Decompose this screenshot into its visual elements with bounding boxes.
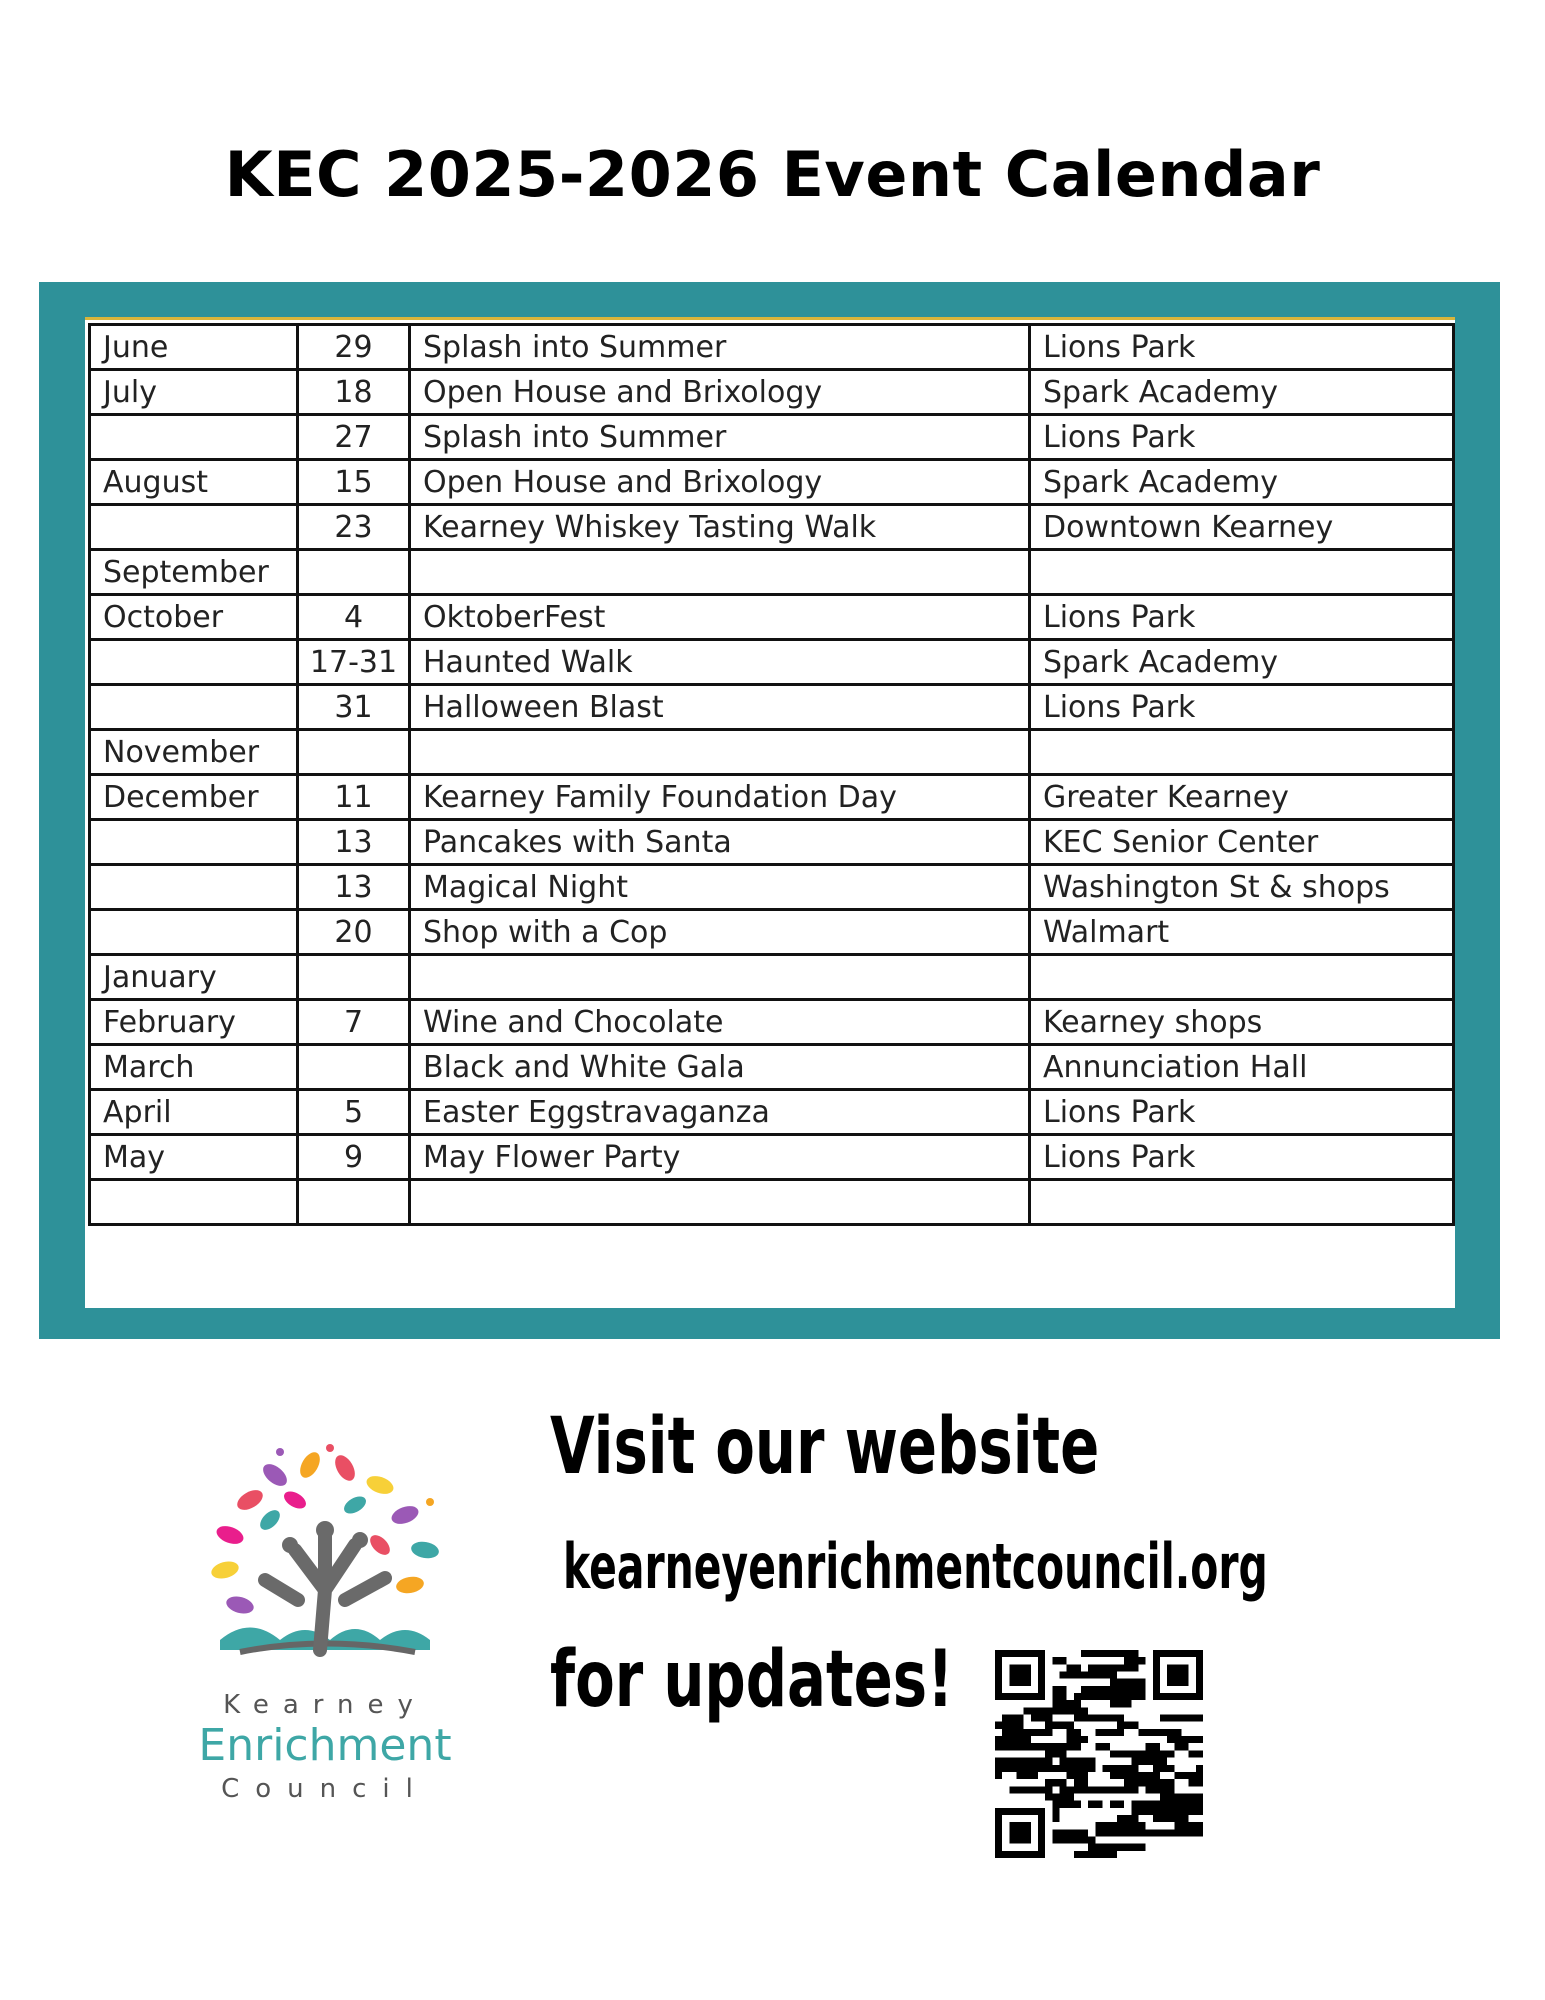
cell-day <box>298 730 410 775</box>
cell-day: 7 <box>298 1000 410 1045</box>
cell-event <box>410 730 1030 775</box>
cell-day: 13 <box>298 865 410 910</box>
cell-location: Lions Park <box>1030 1135 1454 1180</box>
cell-event: Shop with a Cop <box>410 910 1030 955</box>
cell-event <box>410 955 1030 1000</box>
cell-day: 23 <box>298 505 410 550</box>
cell-day: 13 <box>298 820 410 865</box>
cell-day: 17-31 <box>298 640 410 685</box>
kec-logo <box>160 1440 490 1804</box>
cell-day: 29 <box>298 325 410 370</box>
promo-visit-text: Visit our website <box>550 1402 1100 1492</box>
cell-month: July <box>90 370 298 415</box>
cell-event <box>410 550 1030 595</box>
cell-day: 4 <box>298 595 410 640</box>
cell-event: Halloween Blast <box>410 685 1030 730</box>
cell-event: Splash into Summer <box>410 325 1030 370</box>
cell-day: 5 <box>298 1090 410 1135</box>
calendar-row <box>90 415 1454 460</box>
cell-location: Lions Park <box>1030 595 1454 640</box>
cell-day <box>298 1180 410 1225</box>
event-calendar-table <box>88 323 1455 1226</box>
cell-location: Lions Park <box>1030 325 1454 370</box>
cell-event: Magical Night <box>410 865 1030 910</box>
calendar-row <box>90 775 1454 820</box>
cell-location: Spark Academy <box>1030 460 1454 505</box>
cell-month: August <box>90 460 298 505</box>
cell-month: February <box>90 1000 298 1045</box>
cell-event: Open House and Brixology <box>410 460 1030 505</box>
cell-location: Washington St & shops <box>1030 865 1454 910</box>
cell-location: Spark Academy <box>1030 640 1454 685</box>
cell-day: 20 <box>298 910 410 955</box>
cell-month: September <box>90 550 298 595</box>
cell-month: October <box>90 595 298 640</box>
cell-month <box>90 820 298 865</box>
cell-location: Lions Park <box>1030 415 1454 460</box>
cell-location: Annunciation Hall <box>1030 1045 1454 1090</box>
calendar-frame <box>39 282 1500 1339</box>
calendar-row <box>90 1180 1454 1225</box>
cell-event: May Flower Party <box>410 1135 1030 1180</box>
cell-location: Lions Park <box>1030 685 1454 730</box>
qr-code[interactable] <box>995 1650 1203 1858</box>
cell-day: 11 <box>298 775 410 820</box>
calendar-row <box>90 1000 1454 1045</box>
cell-location: Spark Academy <box>1030 370 1454 415</box>
calendar-row <box>90 685 1454 730</box>
cell-month: December <box>90 775 298 820</box>
cell-event: Kearney Whiskey Tasting Walk <box>410 505 1030 550</box>
calendar-row <box>90 460 1454 505</box>
calendar-row <box>90 325 1454 370</box>
cell-location: Walmart <box>1030 910 1454 955</box>
cell-event: OktoberFest <box>410 595 1030 640</box>
cell-day <box>298 550 410 595</box>
cell-month <box>90 910 298 955</box>
cell-month: November <box>90 730 298 775</box>
calendar-row <box>90 1045 1454 1090</box>
logo-word-council: Council <box>221 1774 429 1804</box>
cell-event: Splash into Summer <box>410 415 1030 460</box>
cell-location: Lions Park <box>1030 1090 1454 1135</box>
calendar-row <box>90 955 1454 1000</box>
cell-month: January <box>90 955 298 1000</box>
calendar-row <box>90 550 1454 595</box>
calendar-row <box>90 865 1454 910</box>
cell-location: Downtown Kearney <box>1030 505 1454 550</box>
cell-month <box>90 505 298 550</box>
cell-event: Kearney Family Foundation Day <box>410 775 1030 820</box>
cell-month <box>90 865 298 910</box>
logo-word-enrichment: Enrichment <box>198 1720 452 1771</box>
cell-event: Black and White Gala <box>410 1045 1030 1090</box>
cell-event: Easter Eggstravaganza <box>410 1090 1030 1135</box>
cell-location: Greater Kearney <box>1030 775 1454 820</box>
cell-month: March <box>90 1045 298 1090</box>
cell-day <box>298 955 410 1000</box>
cell-month <box>90 640 298 685</box>
cell-month: May <box>90 1135 298 1180</box>
logo-word-kearney: Kearney <box>223 1690 427 1720</box>
cell-location <box>1030 730 1454 775</box>
cell-location <box>1030 955 1454 1000</box>
cell-day: 15 <box>298 460 410 505</box>
promo-website-url[interactable]: kearneyenrichmentcouncil.org <box>563 1530 1268 1603</box>
calendar-row <box>90 910 1454 955</box>
cell-location <box>1030 550 1454 595</box>
page-title: KEC 2025-2026 Event Calendar <box>224 138 1321 211</box>
calendar-row <box>90 640 1454 685</box>
cell-event: Pancakes with Santa <box>410 820 1030 865</box>
cell-month: April <box>90 1090 298 1135</box>
cell-location: Kearney shops <box>1030 1000 1454 1045</box>
cell-day: 27 <box>298 415 410 460</box>
calendar-row <box>90 505 1454 550</box>
calendar-row <box>90 370 1454 415</box>
cell-event: Wine and Chocolate <box>410 1000 1030 1045</box>
calendar-row <box>90 730 1454 775</box>
cell-month: June <box>90 325 298 370</box>
cell-day: 31 <box>298 685 410 730</box>
cell-month <box>90 685 298 730</box>
cell-event: Haunted Walk <box>410 640 1030 685</box>
promo-updates-text: for updates! <box>550 1635 954 1725</box>
cell-month <box>90 1180 298 1225</box>
calendar-sheet <box>85 317 1455 1308</box>
cell-day: 9 <box>298 1135 410 1180</box>
cell-day: 18 <box>298 370 410 415</box>
calendar-row <box>90 820 1454 865</box>
cell-month <box>90 415 298 460</box>
cell-location: KEC Senior Center <box>1030 820 1454 865</box>
cell-location <box>1030 1180 1454 1225</box>
cell-event <box>410 1180 1030 1225</box>
tree-icon <box>180 1440 470 1700</box>
cell-day <box>298 1045 410 1090</box>
calendar-row <box>90 595 1454 640</box>
calendar-row <box>90 1135 1454 1180</box>
cell-event: Open House and Brixology <box>410 370 1030 415</box>
calendar-row <box>90 1090 1454 1135</box>
